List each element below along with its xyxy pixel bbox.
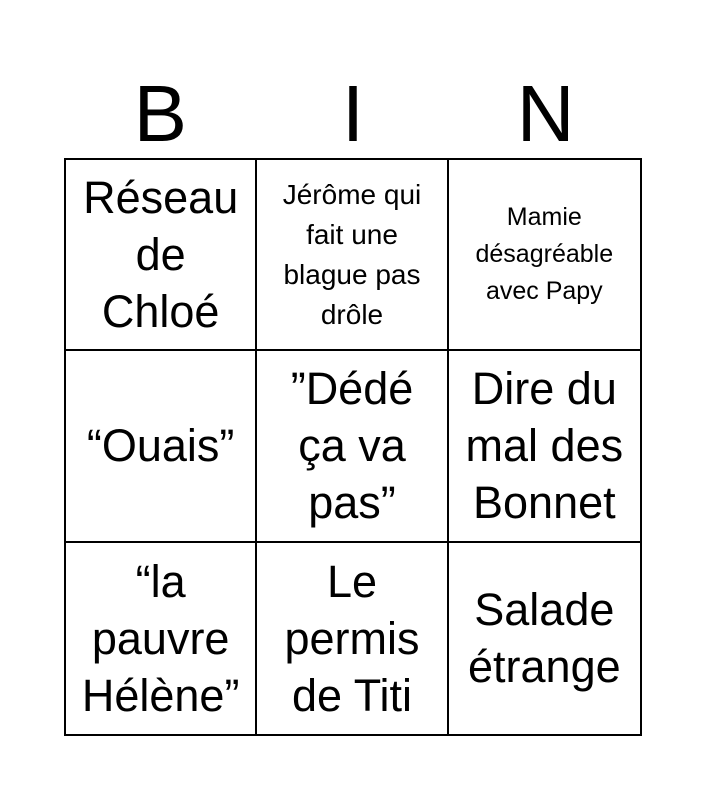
header-letter-i: I <box>341 69 365 158</box>
bingo-cell[interactable]: Réseau de Chloé <box>66 160 257 351</box>
bingo-cell[interactable]: Mamie désagréable avec Papy <box>449 160 640 351</box>
bingo-cell[interactable]: Dire du mal des Bonnet <box>449 351 640 542</box>
bingo-cell[interactable]: Salade étrange <box>468 584 621 693</box>
bingo-grid <box>64 158 642 736</box>
bingo-cell[interactable]: Le permis de Titi <box>257 543 448 734</box>
bingo-cell[interactable]: ”Dédé ça va pas” <box>257 351 448 542</box>
header-letter-n: N <box>516 69 575 158</box>
bingo-cell[interactable]: Jérôme qui fait une blague pas drôle <box>257 160 448 351</box>
header-letter-b: B <box>133 69 187 158</box>
bingo-header <box>64 70 642 158</box>
bingo-cell[interactable]: “la pauvre Hélène” <box>66 543 257 734</box>
bingo-cell[interactable]: “Ouais” <box>66 351 257 542</box>
